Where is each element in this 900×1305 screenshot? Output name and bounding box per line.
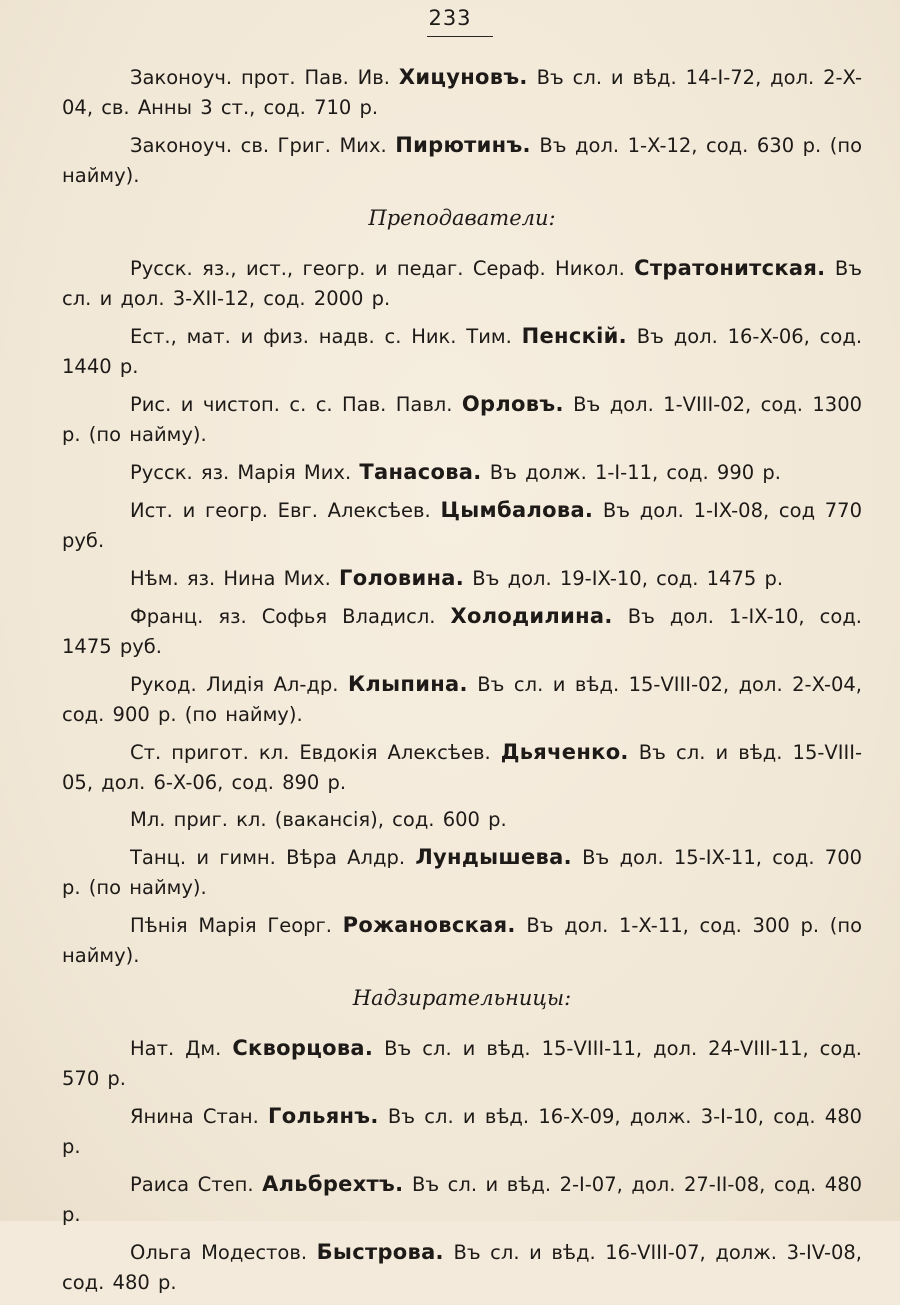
entry-prefix: Нат. Дм. bbox=[130, 1037, 222, 1060]
entry-details: Въ сл. и вѣд. 14-I-72, дол. 2-X-04, св. Анны 3 ст., сод. 710 р. bbox=[62, 66, 862, 119]
entry-details: Въ дол. 1-X-11, сод. 300 р. (по найму). bbox=[62, 914, 862, 967]
entry-details: Въ сл. и вѣд. 15-VIII-05, дол. 6-X-06, сод. 890 р. bbox=[62, 741, 863, 794]
entry bbox=[62, 601, 862, 662]
entry bbox=[62, 842, 862, 903]
teachers-list bbox=[62, 253, 862, 971]
entry bbox=[62, 457, 862, 488]
entry-prefix: Танц. и гимн. Вѣра Алдр. bbox=[130, 846, 406, 869]
entry-prefix: Русск. яз. Марія Мих. bbox=[130, 461, 352, 484]
entry-vacancy bbox=[62, 805, 862, 835]
entry bbox=[62, 563, 862, 594]
entry-prefix: Нѣм. яз. Нина Мих. bbox=[130, 567, 331, 590]
entry bbox=[62, 253, 862, 314]
entry-details: Въ дол. 16-X-06, сод. 1440 р. bbox=[62, 325, 863, 378]
entry-surname: Альбрехтъ. bbox=[262, 1172, 404, 1196]
supervisors-list bbox=[62, 1033, 862, 1298]
entry bbox=[62, 910, 862, 971]
entry-prefix: Франц. яз. Софья Владисл. bbox=[130, 605, 436, 628]
entry-surname: Лундышева. bbox=[415, 845, 572, 869]
entry-surname: Хицуновъ. bbox=[398, 65, 528, 89]
entry-prefix: Рукод. Лидія Ал-др. bbox=[130, 673, 339, 696]
section-heading-supervisors: Надзирательницы: bbox=[352, 986, 572, 1010]
entry-surname: Скворцова. bbox=[232, 1036, 374, 1060]
entries-top bbox=[62, 62, 862, 191]
entry-prefix: Ист. и геогр. Евг. Алексѣев. bbox=[130, 499, 431, 522]
entry-details: Въ сл. и вѣд. 16-VIII-07, долж. 3-IV-08, сод. 480 р. bbox=[62, 1241, 863, 1294]
entry-surname: Пирютинъ. bbox=[395, 133, 531, 157]
entry-prefix: Ст. пригот. кл. Евдокія Алексѣев. bbox=[130, 741, 491, 764]
entry bbox=[62, 1237, 862, 1298]
section-heading-teachers: Преподаватели: bbox=[368, 206, 556, 230]
entry-details: Въ сл. и вѣд. 2-I-07, дол. 27-II-08, сод. 480 р. bbox=[62, 1173, 863, 1226]
entry-surname: Пенскій. bbox=[521, 324, 627, 348]
entry bbox=[62, 669, 862, 730]
entry-prefix: Законоуч. прот. Пав. Ив. bbox=[130, 66, 390, 89]
entry-prefix: Русск. яз., ист., геогр. и педаг. Сераф. Никол. bbox=[130, 257, 625, 280]
entry-surname: Дьяченко. bbox=[500, 740, 629, 764]
entry bbox=[62, 495, 862, 556]
entry-details: Въ сл. и вѣд. 15-VIII-02, дол. 2-X-04, сод. 900 р. (по найму). bbox=[62, 673, 862, 726]
entry-prefix: Раиса Степ. bbox=[130, 1173, 254, 1196]
entry-details: Въ дол. 15-IX-11, сод. 700 р. (по найму). bbox=[62, 846, 863, 899]
entry bbox=[62, 321, 862, 382]
entry-details: Въ сл. и вѣд. 15-VIII-11, дол. 24-VIII-11, сод. 570 р. bbox=[62, 1037, 862, 1090]
entry-surname: Быстрова. bbox=[316, 1240, 444, 1264]
entry-prefix: Пѣнія Марія Георг. bbox=[130, 914, 332, 937]
page-content bbox=[62, 62, 862, 1305]
entry-surname: Стратонитская. bbox=[634, 256, 826, 280]
entry-surname: Танасова. bbox=[359, 460, 482, 484]
entry-surname: Цымбалова. bbox=[440, 498, 594, 522]
entry-prefix: Ольга Модестов. bbox=[130, 1241, 308, 1264]
page-number-rule bbox=[427, 36, 493, 37]
entry bbox=[62, 1033, 862, 1094]
entry bbox=[62, 737, 862, 798]
entry-prefix: Рис. и чистоп. с. с. Пав. Павл. bbox=[130, 393, 453, 416]
entry-details: Въ сл. и вѣд. 16-X-09, долж. 3-I-10, сод. 480 р. bbox=[62, 1105, 863, 1158]
entry-surname: Гольянъ. bbox=[268, 1104, 379, 1128]
entry-prefix: Законоуч. св. Григ. Мих. bbox=[130, 134, 387, 157]
entry bbox=[62, 62, 862, 123]
entry bbox=[62, 130, 862, 191]
entry bbox=[62, 1101, 862, 1162]
entry-details: Въ сл. и дол. 3-XII-12, сод. 2000 р. bbox=[62, 257, 862, 310]
entry-surname: Холодилина. bbox=[450, 604, 613, 628]
entry-prefix: Мл. приг. кл. (вакансія), сод. 600 р. bbox=[130, 808, 507, 831]
entry-details: Въ дол. 1-VIII-02, сод. 1300 р. (по найму). bbox=[62, 393, 863, 446]
entry-surname: Клыпина. bbox=[347, 672, 468, 696]
entry-surname: Орловъ. bbox=[461, 392, 564, 416]
entry bbox=[62, 389, 862, 450]
entry-prefix: Янина Стан. bbox=[130, 1105, 259, 1128]
page-number: 233 bbox=[428, 6, 472, 30]
entry-details: Въ дол. 1-IX-10, сод. 1475 руб. bbox=[62, 605, 862, 658]
entry-details: Въ дол. 1-X-12, сод. 630 р. (по найму). bbox=[62, 134, 863, 187]
entry-details: Въ дол. 19-IX-10, сод. 1475 р. bbox=[472, 567, 784, 590]
entry-surname: Головина. bbox=[339, 566, 465, 590]
entry-details: Въ дол. 1-IX-08, сод 770 руб. bbox=[62, 499, 862, 552]
entry-surname: Рожановская. bbox=[342, 913, 516, 937]
entry-prefix: Ест., мат. и физ. надв. с. Ник. Тим. bbox=[130, 325, 512, 348]
entry-details: Въ долж. 1-I-11, сод. 990 р. bbox=[489, 461, 781, 484]
